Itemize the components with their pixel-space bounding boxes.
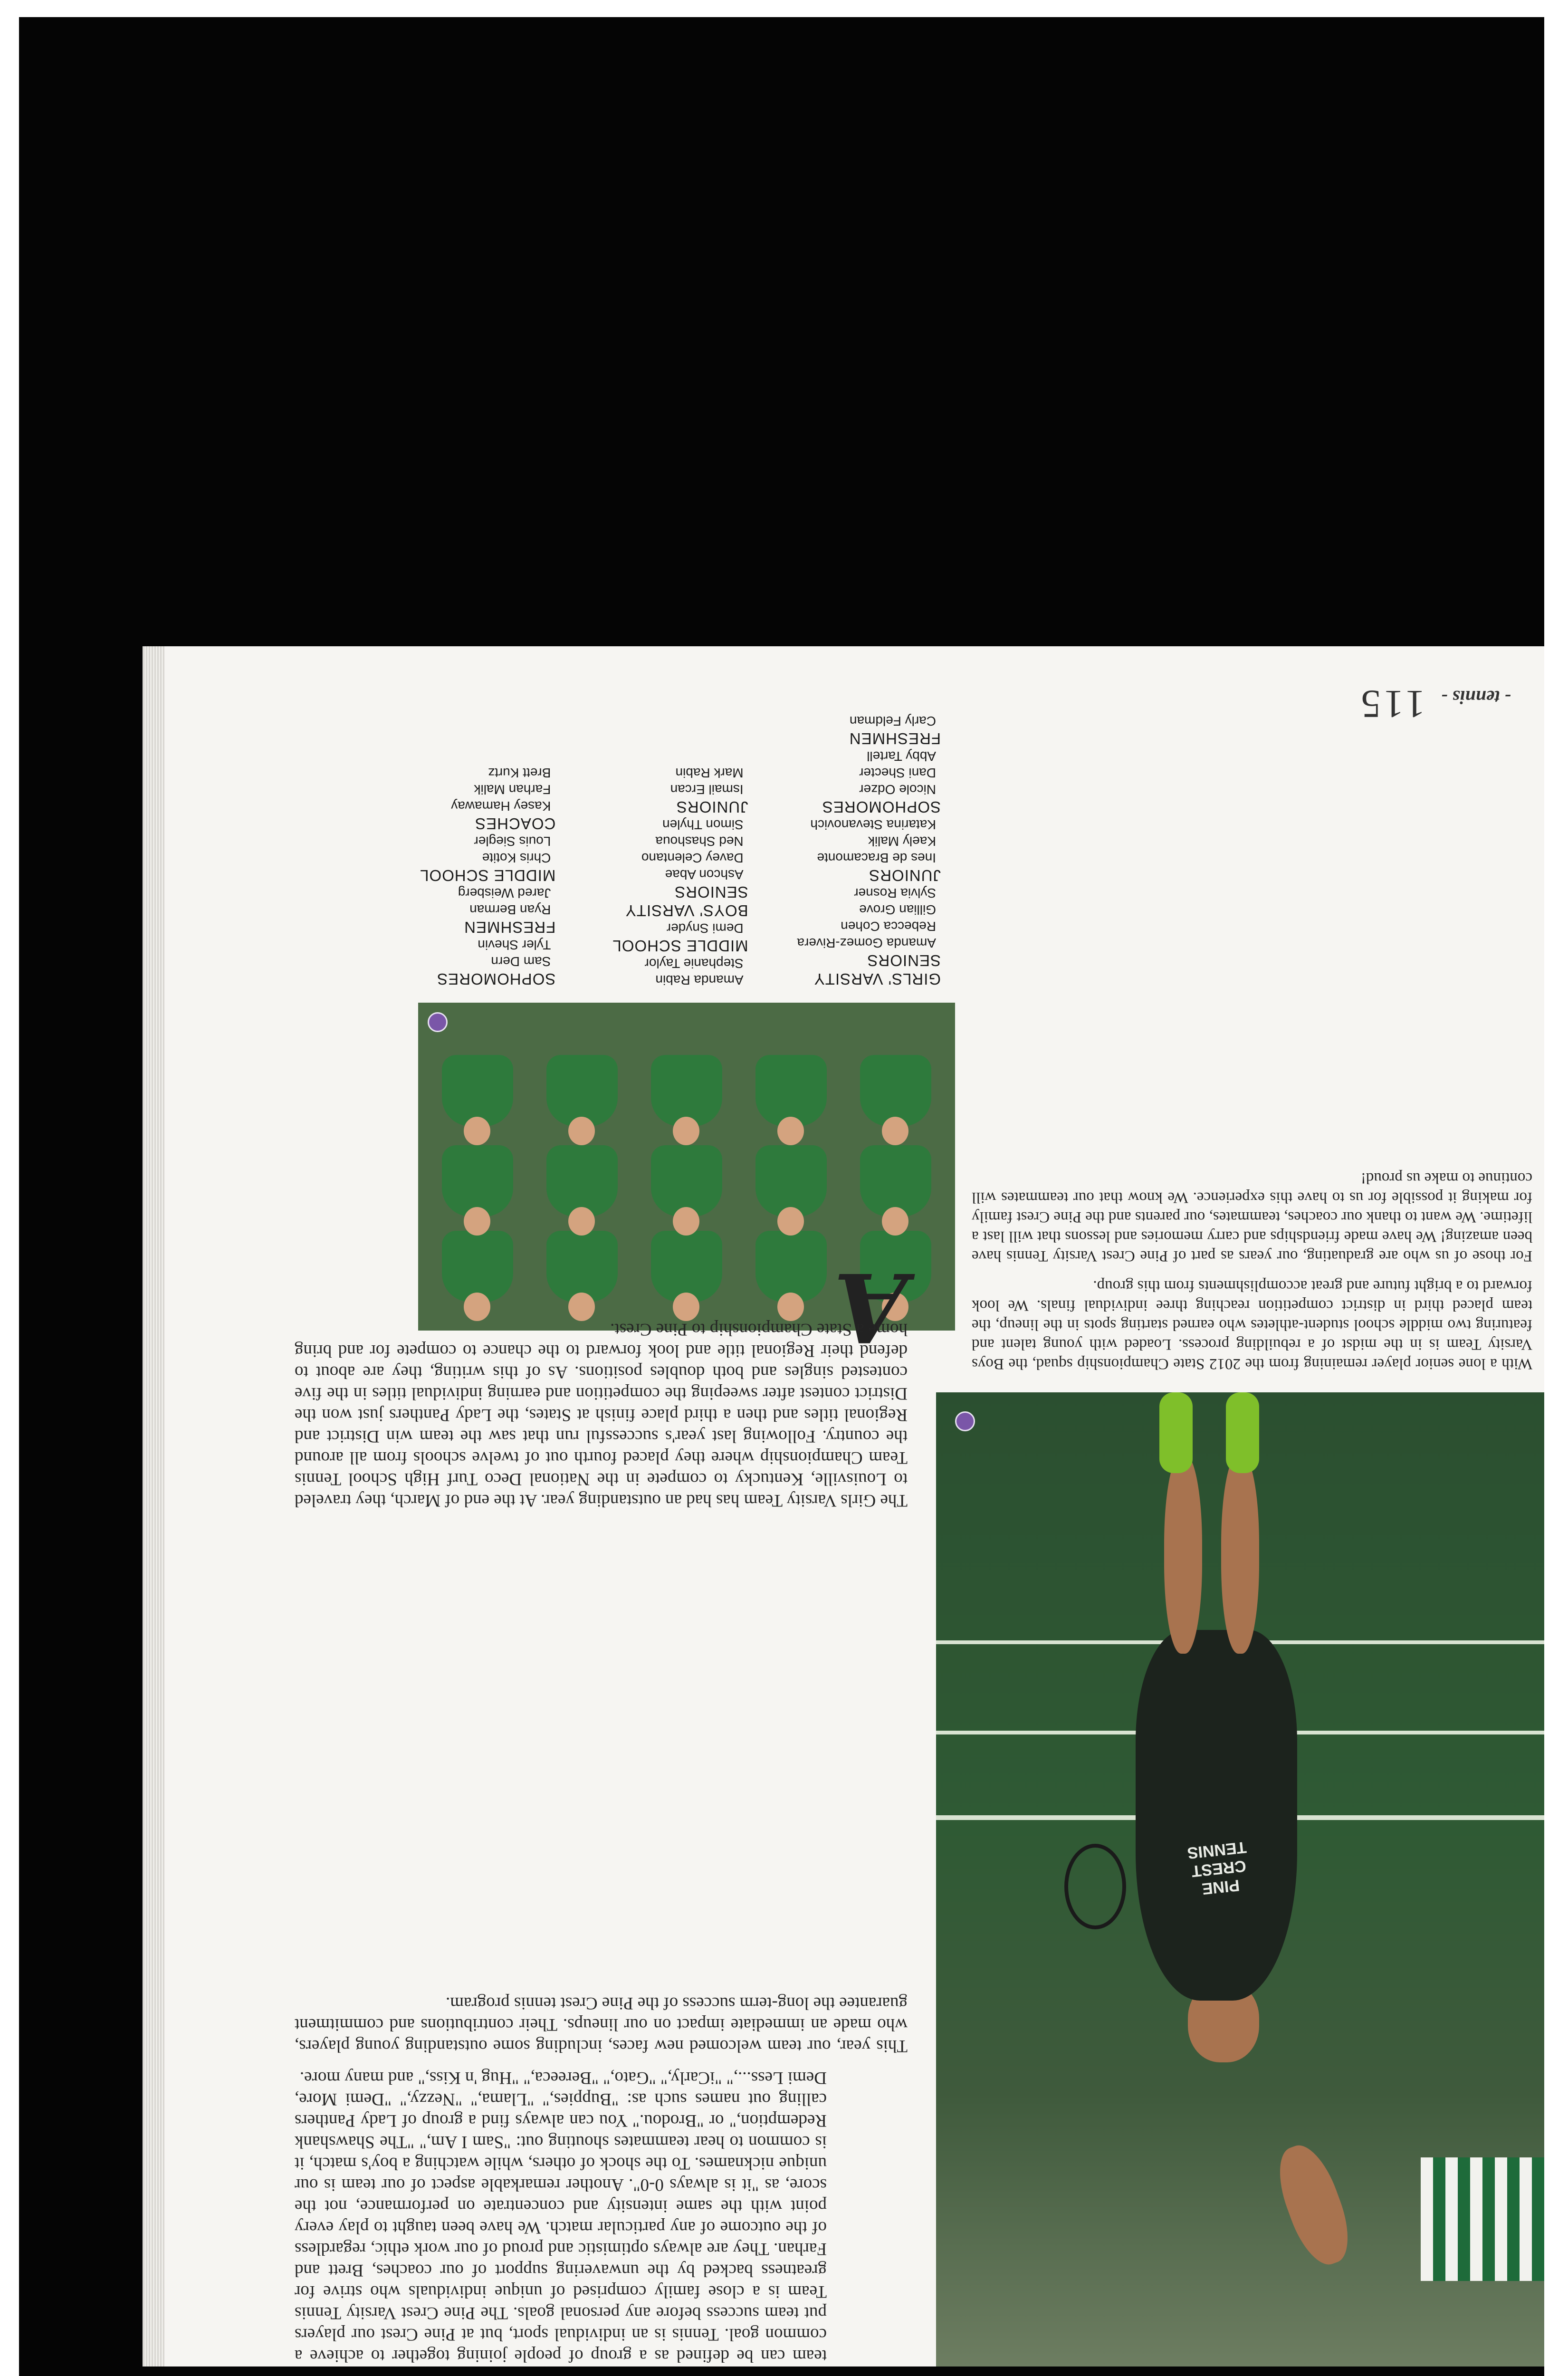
team-member [860, 1145, 931, 1217]
roster-heading: SENIORS [867, 952, 941, 969]
roster-column [385, 703, 555, 988]
page-number: 115 [1358, 682, 1425, 726]
team-row [442, 1145, 931, 1217]
roster-column [770, 703, 941, 988]
player-arm [1268, 2138, 1359, 2272]
shoe [1159, 1392, 1193, 1473]
roster-name: Carly Feldman [849, 714, 936, 728]
roster-name: Demi Snyder [666, 921, 744, 936]
roster-name: Farhan Malik [474, 782, 551, 797]
roster-name: Mark Rabin [675, 766, 744, 780]
article-column-bottom [295, 1319, 908, 1511]
accent-dot-icon [428, 1012, 448, 1032]
team-member [442, 1145, 513, 1217]
roster-name: Brett Kurtz [488, 766, 551, 780]
roster-name: Amanda Rabin [655, 973, 744, 987]
player-leg [1164, 1454, 1202, 1654]
team-member [860, 1055, 931, 1126]
roster-heading: GIRLS' VARSITY [813, 970, 941, 988]
team-member [546, 1231, 618, 1302]
article-paragraph: team can be defined as a group of people joining together to achieve a common goal. Tennis is an individual sport, but at Pine Crest our players put team success before any personal goals. The Pine Crest Varsity Tennis Team is a close family comprised of unique individuals who strive for greatness backed by the unwavering support of our coaches, Brett and Farhan. They are always optimistic and proud of our work ethic, regardless of the outcome of any particular match. We have been taught to play every point with the same intensity and concentrate on performance, not the score, as "it is always 0-0". Another remarkable aspect of our team is our unique nicknames. To the shock of others, while watching a boy's match, it is common to hear teammates shouting out: "Sam I Am," "The Shawshank Redemption," or "Brodou." You can always find a group of Lady Panthers calling out names such as: "Buppies," "Llama," "Nezzy," "Demi More, Demi Less...," "iCarly," "Gato," "Bereeca," "Hug 'n Kiss," and many more. [295, 2068, 827, 2366]
team-member [755, 1231, 827, 1302]
roster-name: Jared Weisberg [458, 886, 551, 901]
roster-name: Chris Kotite [482, 851, 551, 865]
roster-column [577, 703, 748, 988]
roster-name: Tyler Shevin [478, 938, 551, 952]
roster-name: Sylvia Rosner [854, 886, 936, 901]
article-paragraph: The Girls Varsity Team has had an outstanding year. At the end of March, they traveled to Louisville, Kentucky to compete in the National Deco Turf High School Tennis Team Championship where they placed fourth out of twelve schools from all around the country. Following last year's successful run that saw the team win District and Regional titles and then a third place finish at States, the Lady Panthers just won the District contest after sweeping the competition and earning individual titles in the five contested singles and both doubles positions. As of this writing, they are about to defend their Regional title and look forward to the chance to compete for and bring home a State Championship to Pine Crest. [295, 1320, 908, 1510]
roster-heading: MIDDLE SCHOOL [612, 937, 748, 955]
roster-heading: COACHES [475, 815, 556, 833]
roster-name: Kasey Hamaway [451, 799, 551, 814]
roster-heading: SOPHOMORES [822, 798, 941, 816]
roster-name: Amanda Gomez-Rivera [797, 936, 936, 950]
team-member [546, 1145, 618, 1217]
roster-heading: SENIORS [674, 883, 748, 901]
roster-name: Davey Celentano [641, 851, 744, 865]
page-edge [143, 646, 164, 2366]
article-column-top [295, 1993, 908, 2366]
shirt-text: PINE CREST TENNIS [1186, 1838, 1247, 1898]
awning-stripes [1421, 2157, 1544, 2281]
team-member [755, 1145, 827, 1217]
roster-heading: JUNIORS [869, 867, 941, 884]
accent-dot-icon [955, 1411, 975, 1431]
roster-name: Ryan Berman [469, 902, 551, 917]
article-paragraph: For those of us who are graduating, our years as part of Pine Crest Varsity Tennis have been amazing! We have made friendships and carry memories and lessons that will last a lifetime. We want to thank our coaches, teammates, our parents and the Pine Crest family for making it possible for us to have this experience. We know that our teammates will continue to make us proud! [972, 1169, 1532, 1265]
roster-heading: MIDDLE SCHOOL [420, 867, 556, 884]
team-member [546, 1055, 618, 1126]
section-name: - tennis - [1441, 687, 1511, 708]
article-paragraph: With a lone senior player remaining from the 2012 State Championship squad, the Boys Varsity Team is in the midst of a rebuilding process. Loaded with young talent and featuring two middle school student-athletes who earned starting spots in the lineup, the team placed third in district competition reaching three individual finals. We look forward to a bright future and great accomplishments from this group. [972, 1277, 1532, 1372]
roster-name: Kaely Malik [868, 834, 936, 849]
team-member [651, 1145, 722, 1217]
team-member [755, 1055, 827, 1126]
roster-name: Abby Tartell [867, 749, 936, 764]
roster-name: Dani Shecter [859, 766, 936, 780]
article-paragraph: This year, our team welcomed new faces, including some outstanding young players, who made an immediate impact on our lineups. Their contributions and commitment guarantee the long-term success of the Pine Crest tennis program. [295, 1993, 908, 2056]
roster-heading: SOPHOMORES [437, 970, 556, 988]
roster-name: Louis Siegler [474, 834, 551, 849]
tennis-racket-icon [1064, 1844, 1126, 1929]
folio [1358, 681, 1511, 727]
team-row [442, 1055, 931, 1126]
roster-name: Stephanie Taylor [644, 956, 744, 971]
roster-name: Ines de Bracamonte [817, 851, 936, 865]
roster-heading: FRESHMEN [849, 730, 941, 747]
roster-name: Nicole Odzer [859, 782, 936, 797]
article-column-left [972, 1168, 1532, 1373]
team-member [651, 1055, 722, 1126]
roster-name: Ashcon Abae [665, 867, 744, 882]
roster-name: Ismail Ercan [670, 782, 744, 797]
roster-name: Simon Thylen [662, 817, 744, 832]
roster-heading: JUNIORS [676, 798, 748, 816]
player-leg [1221, 1454, 1259, 1654]
shoe [1226, 1392, 1259, 1473]
drop-cap: A [833, 1251, 908, 1363]
roster-heading: FRESHMEN [464, 919, 556, 936]
roster-name: Sam Dern [491, 954, 551, 969]
roster-name: Katarina Stevanovich [810, 817, 936, 832]
roster-heading: BOYS' VARSITY [625, 902, 748, 920]
roster-name: Rebecca Cohen [841, 919, 936, 934]
team-member [651, 1231, 722, 1302]
main-photo [936, 1392, 1544, 2366]
roster-name: Gillian Grove [859, 902, 936, 917]
yearbook-page [143, 646, 1544, 2366]
roster [385, 703, 941, 988]
player-shirt [1136, 1630, 1297, 2001]
team-member [442, 1231, 513, 1302]
team-member [442, 1055, 513, 1126]
roster-name: Ned Shashoua [655, 834, 744, 849]
